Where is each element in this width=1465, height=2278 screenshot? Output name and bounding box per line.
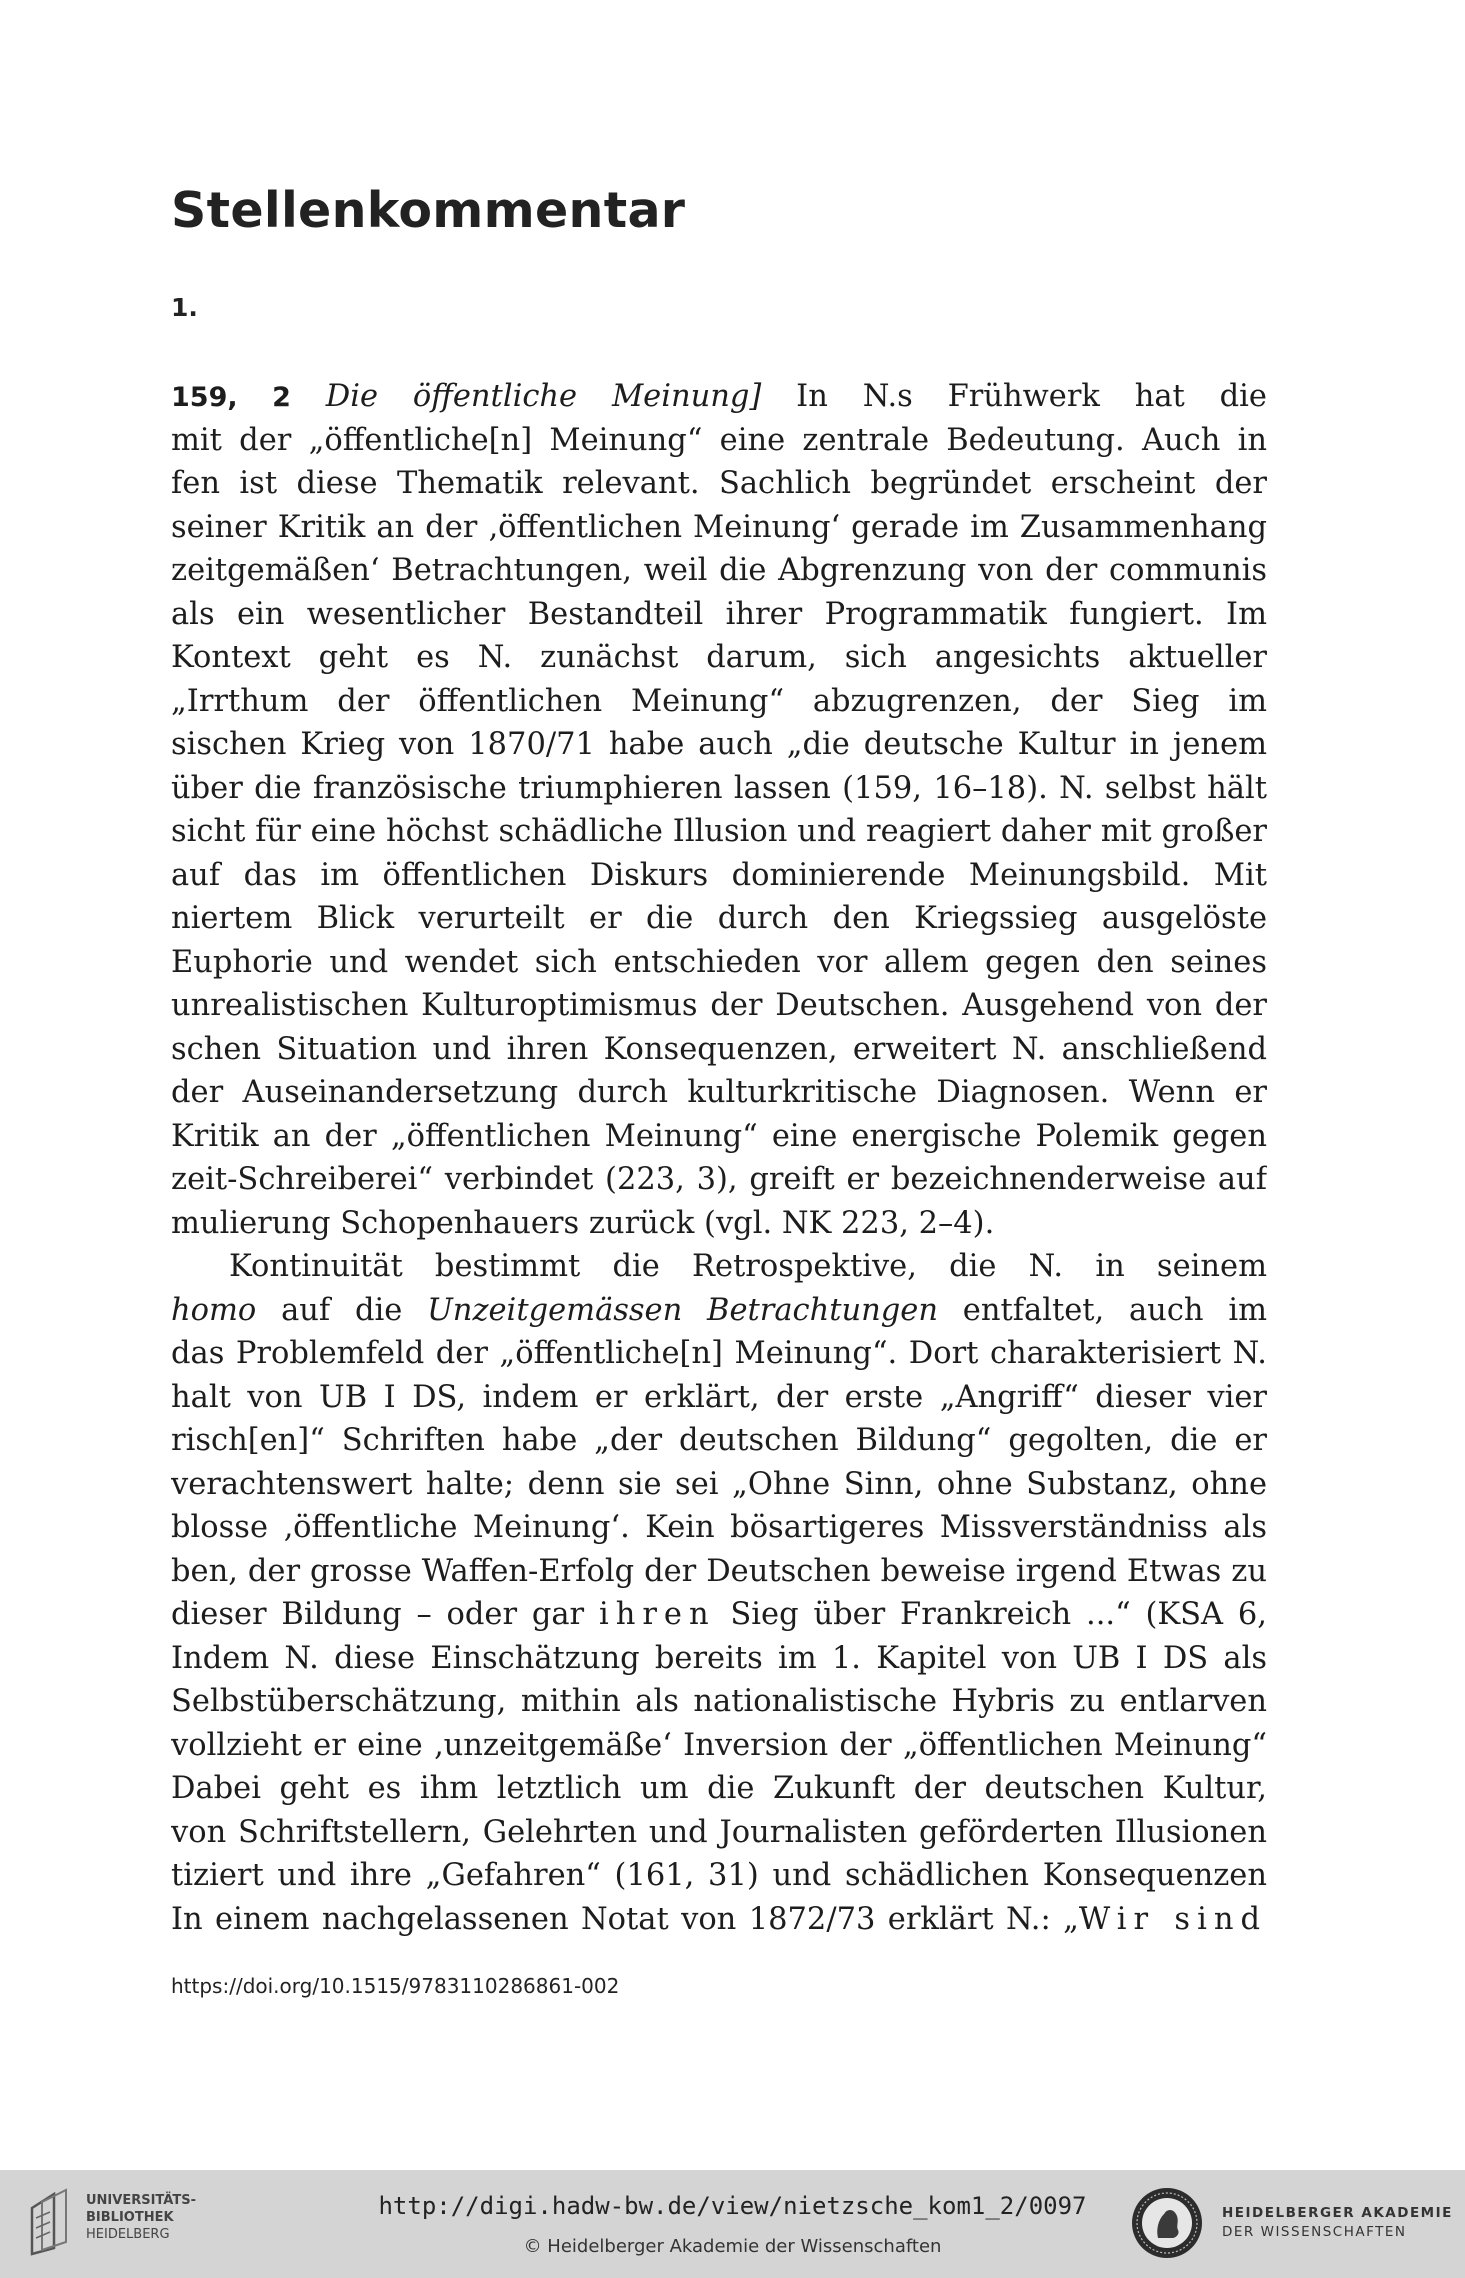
academy-name: [1222, 2204, 1453, 2242]
text-line: Dabei geht es ihm letztlich um die Zukunft der deutschen Kultur,: [171, 1771, 1267, 1806]
library-line: BIBLIOTHEK: [86, 2210, 174, 2225]
text-line: Indem N. diese Einschätzung bereits im 1. Kapitel von UB I DS als: [171, 1640, 1267, 1676]
text-line: blosse ‚öffentliche Meinung‘. Kein bösartigeres Missverständniss als: [171, 1510, 1267, 1545]
text-line: [171, 1898, 1267, 1942]
text-line: mit der „öffentliche[n] Meinung“ eine zentrale Bedeutung. Auch in: [171, 422, 1267, 458]
text-line: unrealistischen Kulturoptimismus der Deutschen. Ausgehend von der: [171, 988, 1267, 1023]
text-line: risch[en]“ Schriften habe „der deutschen Bildung“ gegolten, die er: [171, 1423, 1267, 1458]
text-line: als ein wesentlicher Bestandteil ihrer Programmatik fungiert. Im: [171, 596, 1267, 632]
lemma: Die öffentliche Meinung]: [325, 379, 762, 414]
library-line: HEIDELBERG: [86, 2227, 170, 2242]
academy-seal-icon: [1130, 2186, 1204, 2260]
text-line: halt von UB I DS, indem er erklärt, der erste „Angriff“ dieser vier: [171, 1379, 1267, 1415]
text-line: tiziert und ihre „Gefahren“ (161, 31) und schädlichen Konsequenzen: [171, 1858, 1267, 1893]
text-line: der Auseinandersetzung durch kulturkritische Diagnosen. Wenn er: [171, 1075, 1267, 1110]
book-title: homo: [171, 1292, 257, 1328]
text-line: zeit-Schreiberei“ verbindet (223, 3), greift er bezeichnenderweise auf: [171, 1162, 1267, 1197]
text-line: sicht für eine höchst schädliche Illusion und reagiert daher mit großer: [171, 814, 1267, 849]
text-line: über die französische triumphieren lassen (159, 16–18). N. selbst hält: [171, 770, 1267, 806]
text-line: vollzieht er eine ‚unzeitgemäße‘ Inversion der „öffentlichen Meinung“: [171, 1727, 1267, 1763]
text-line: niertem Blick verurteilt er die durch den Kriegssieg ausgelöste: [171, 901, 1267, 936]
text-span: auf die: [256, 1292, 428, 1328]
text-span: In einem nachgelassenen Notat von 1872/73 erklärt N.: „: [171, 1901, 1079, 1937]
page-title: Stellenkommentar: [171, 182, 686, 239]
emphasis-spaced: ihren: [598, 1597, 716, 1632]
library-line: UNIVERSITÄTS-: [86, 2193, 196, 2208]
academy-line: DER WISSENSCHAFTEN: [1222, 2224, 1407, 2240]
text-line: sischen Krieg von 1870/71 habe auch „die deutsche Kultur in jenem: [171, 727, 1267, 762]
line-reference: 159, 2: [171, 382, 291, 413]
text-line: schen Situation und ihren Konsequenzen, erweitert N. anschließend: [171, 1031, 1267, 1067]
text-span: In N.s Frühwerk hat die: [796, 379, 1267, 414]
text-line: Selbstüberschätzung, mithin als nationalistische Hybris zu entlarven: [171, 1684, 1267, 1719]
doi-link[interactable]: https://doi.org/10.1515/9783110286861-002: [171, 1974, 620, 1998]
digitization-footer: [0, 2170, 1465, 2278]
text-line: [171, 1245, 1267, 1289]
text-line: [171, 1289, 1267, 1333]
text-line: fen ist diese Thematik relevant. Sachlich begründet erscheint der: [171, 466, 1267, 501]
text-line: von Schriftstellern, Gelehrten und Journalisten geförderten Illusionen: [171, 1814, 1267, 1850]
text-line: das Problemfeld der „öffentliche[n] Meinung“. Dort charakterisiert N.: [171, 1336, 1267, 1371]
text-line: zeitgemäßen‘ Betrachtungen, weil die Abgrenzung von der communis: [171, 553, 1267, 588]
academy-line: HEIDELBERGER AKADEMIE: [1222, 2205, 1453, 2221]
text-line: seiner Kritik an der ‚öffentlichen Meinung‘ gerade im Zusammenhang: [171, 509, 1267, 545]
copyright-notice: © Heidelberger Akademie der Wissenschaften: [523, 2236, 942, 2257]
book-title: Unzeitgemässen Betrachtungen: [427, 1292, 938, 1328]
text-line: [171, 375, 1267, 419]
text-line: mulierung Schopenhauers zurück (vgl. NK 223, 2–4).: [171, 1205, 995, 1241]
text-line: Kontext geht es N. zunächst darum, sich angesichts aktueller: [171, 640, 1267, 675]
text-line: Kritik an der „öffentlichen Meinung“ eine energische Polemik gegen: [171, 1118, 1267, 1154]
text-line: „Irrthum der öffentlichen Meinung“ abzugrenzen, der Sieg im: [171, 683, 1267, 719]
text-span: Kontinuität bestimmt die Retrospektive, die N. in seinem: [229, 1249, 1267, 1284]
text-line: auf das im öffentlichen Diskurs dominierende Meinungsbild. Mit: [171, 857, 1267, 893]
text-line: Euphorie und wendet sich entschieden vor allem gegen den seines: [171, 944, 1267, 980]
text-span: entfaltet, auch im: [962, 1292, 1267, 1328]
text-span: dieser Bildung – oder gar: [171, 1597, 599, 1632]
text-line: verachtenswert halte; denn sie sei „Ohne Sinn, ohne Substanz, ohne: [171, 1466, 1267, 1502]
text-line: ben, der grosse Waffen-Erfolg der Deutschen beweise irgend Etwas zu: [171, 1553, 1267, 1589]
text-line: [171, 1593, 1267, 1637]
text-span: Sieg über Frankreich ...“ (KSA 6,: [730, 1597, 1267, 1632]
emphasis-spaced: Wir sind: [1078, 1901, 1267, 1937]
commentary-text: [171, 375, 1267, 1941]
permalink-url[interactable]: http://digi.hadw-bw.de/view/nietzsche_kom1_2/0097: [378, 2192, 1087, 2220]
section-number: 1.: [171, 293, 198, 322]
